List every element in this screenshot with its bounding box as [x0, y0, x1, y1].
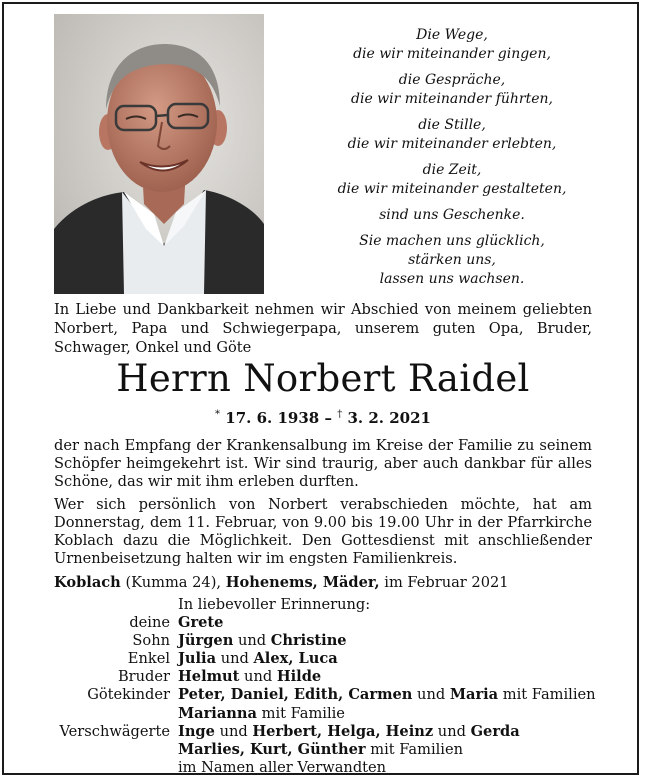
place-town: Koblach	[54, 574, 121, 591]
family-name-part: mit Familie	[256, 704, 345, 722]
family-name-part: und	[233, 632, 271, 650]
poem-line: die wir miteinander führten,	[351, 91, 553, 107]
family-name-part: Inge	[178, 722, 215, 740]
family-names	[178, 741, 614, 759]
family-names	[178, 668, 614, 686]
poem-line: lassen uns wachsen.	[379, 271, 525, 287]
family-names	[178, 596, 614, 614]
family-row	[54, 650, 614, 668]
family-name-part: Alex, Luca	[253, 650, 338, 668]
poem-stanza	[312, 206, 592, 225]
poem-stanza	[312, 26, 592, 64]
family-name-part: Maria	[449, 686, 499, 704]
family-relation-label	[54, 596, 178, 614]
poem-line: die wir miteinander erlebten,	[347, 136, 557, 152]
family-row	[54, 668, 614, 686]
family-name-part: Gerda	[470, 722, 520, 740]
family-name-part: Hilde	[276, 668, 322, 686]
family-list	[54, 596, 614, 777]
family-row	[54, 723, 614, 741]
paragraph-2: Wer sich persönlich von Norbert verabschieden möchte, hat am Donnerstag, dem 11. Februar, von 9.00 bis 19.00 Uhr in der Pfarrkirche Koblach dazu die Möglichkeit. Den Gottesdienst mit anschließender Urnenbeisetzung halten wir im engsten Familienkreis.	[54, 496, 592, 567]
family-name-part: mit Familien	[498, 686, 596, 704]
intro-text: In Liebe und Dankbarkeit nehmen wir Abschied von meinem geliebten Norbert, Papa und Schwiegerpapa, unserem guten Opa, Bruder, Schwager, Onkel und Göte	[54, 301, 592, 356]
family-name-part: Christine	[270, 632, 347, 650]
poem-stanza	[312, 232, 592, 289]
family-name-part: Marlies, Kurt, Günther	[178, 740, 366, 758]
family-name-part: und	[214, 722, 253, 740]
family-name-part: Jürgen	[178, 632, 234, 650]
poem-line: die wir miteinander gestalteten,	[337, 181, 567, 197]
family-row	[54, 686, 614, 704]
family-relation-label	[54, 741, 178, 759]
poem-line: stärken uns,	[408, 252, 496, 268]
paragraph-1: der nach Empfang der Krankensalbung im Kreise der Familie zu seinem Schöpfer heimgekehrt ist. Wir sind traurig, aber auch dankbar für alles Schöne, das wir mit ihm erleben durften.	[54, 437, 592, 490]
portrait-photo	[54, 14, 264, 294]
family-name-part: Marianna	[178, 704, 257, 722]
family-name-part: im Namen aller Verwandten	[178, 758, 387, 776]
poem-line: sind uns Geschenke.	[379, 207, 525, 223]
poem-line: die wir miteinander gingen,	[353, 46, 551, 62]
family-relation-label: deine	[129, 614, 170, 632]
family-relation-label	[54, 705, 178, 723]
family-names	[178, 614, 614, 632]
family-names	[178, 723, 614, 741]
family-name-part: Julia	[178, 650, 217, 668]
death-date: 3. 2. 2021	[347, 409, 431, 427]
family-row	[54, 614, 614, 632]
family-row	[54, 632, 614, 650]
date-separator: –	[324, 409, 332, 427]
family-name-part: Grete	[178, 614, 224, 632]
poem-stanza	[312, 116, 592, 154]
family-name-part: In liebevoller Erinnerung:	[178, 596, 371, 613]
family-name-part: und	[239, 668, 277, 686]
place-and-date	[54, 574, 592, 591]
family-name-part: mit Familien	[365, 740, 463, 758]
poem-line: die Stille,	[418, 117, 486, 133]
poem-line: die Zeit,	[422, 162, 482, 178]
family-relation-label	[54, 759, 178, 777]
family-names	[178, 650, 614, 668]
poem	[312, 26, 592, 296]
family-names	[178, 759, 614, 777]
family-name-part: Herbert, Helga, Heinz	[252, 722, 434, 740]
family-row	[54, 596, 614, 614]
place-when: im Februar 2021	[384, 574, 509, 591]
family-row	[54, 759, 614, 777]
poem-line: Die Wege,	[416, 27, 488, 43]
family-names	[178, 632, 614, 650]
death-symbol: †	[337, 409, 343, 420]
family-name-part: Peter, Daniel, Edith, Carmen	[178, 686, 413, 704]
family-relation-label: Götekinder	[87, 686, 170, 704]
poem-stanza	[312, 71, 592, 109]
birth-date: 17. 6. 1938	[225, 409, 320, 427]
poem-line: Sie machen uns glücklich,	[359, 233, 545, 249]
family-relation-label: Enkel	[127, 650, 170, 668]
family-name-part: und	[216, 650, 254, 668]
family-name-part: Helmut	[178, 668, 240, 686]
poem-line: die Gespräche,	[398, 72, 506, 88]
family-name-part: und	[412, 686, 450, 704]
family-relation-label: Sohn	[132, 632, 170, 650]
family-names	[178, 686, 614, 704]
family-row	[54, 705, 614, 723]
place-others: Hohenems, Mäder,	[225, 574, 380, 591]
life-dates	[54, 409, 592, 427]
family-name-part: und	[433, 722, 471, 740]
poem-stanza	[312, 161, 592, 199]
family-relation-label: Bruder	[117, 668, 170, 686]
family-row	[54, 741, 614, 759]
place-address: (Kumma 24),	[125, 574, 222, 591]
family-relation-label: Verschwägerte	[59, 722, 170, 740]
family-names	[178, 705, 614, 723]
deceased-name: Herrn Norbert Raidel	[116, 357, 530, 400]
birth-symbol: *	[215, 409, 221, 420]
